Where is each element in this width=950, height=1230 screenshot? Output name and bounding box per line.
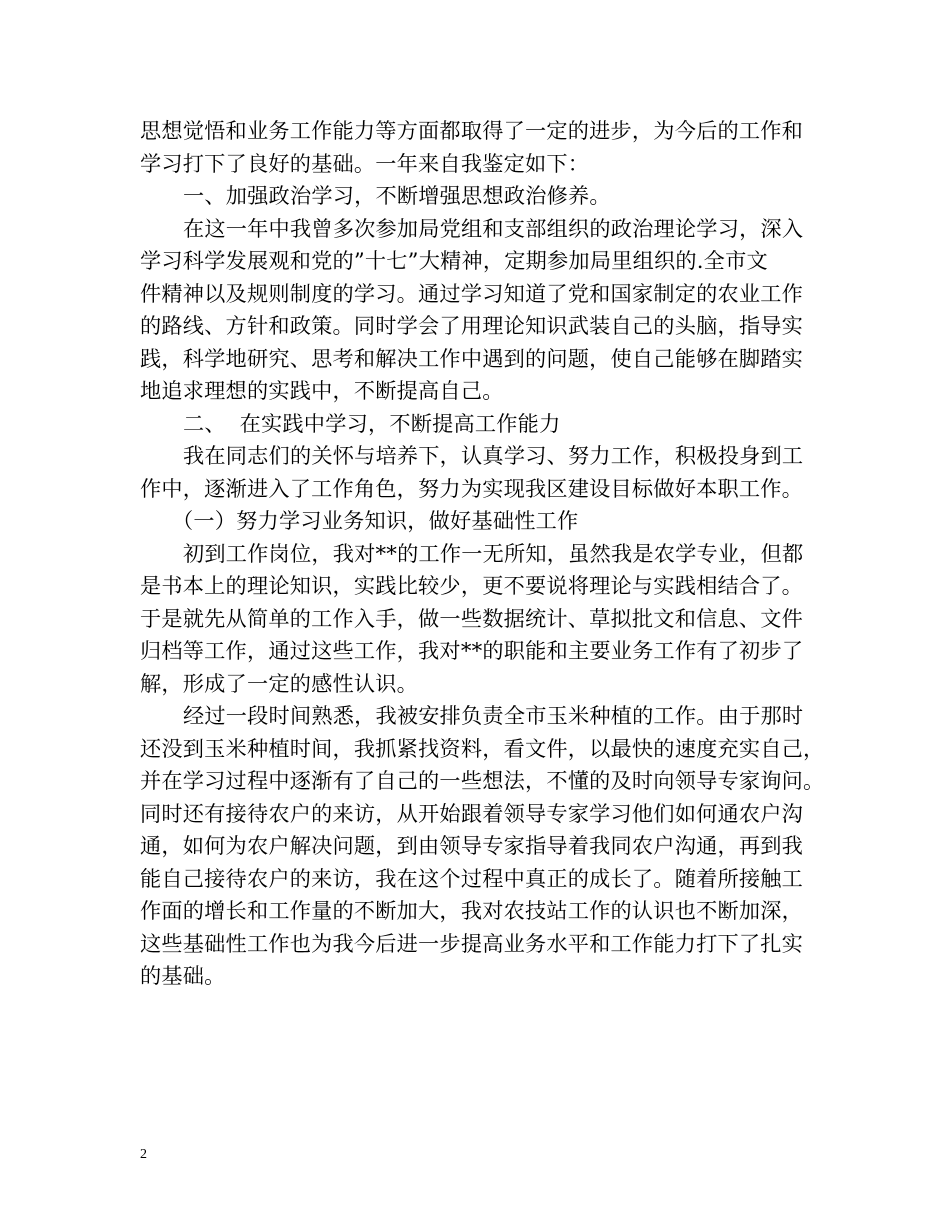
text-line: 我在同志们的关怀与培养下，认真学习、努力工作，积极投身到工: [183, 443, 804, 468]
text-line: 件精神以及规则制度的学习。通过学习知道了党和国家制定的农业工作: [140, 280, 804, 306]
text-line: 在这一年中我曾多次参加局党组和支部组织的政治理论学习，深入: [183, 215, 804, 241]
text-line: 能自己接待农户的来访，我在这个过程中真正的成长了。随着所接触工: [140, 865, 804, 891]
text-line: 初到工作岗位，我对**的工作一无所知，虽然我是农学专业，但都: [183, 540, 804, 566]
text-line: 于是就先从简单的工作入手，做一些数据统计、草拟批文和信息、文件: [140, 605, 804, 631]
text-line: 作面的增长和工作量的不断加大，我对农技站工作的认识也不断加深，: [140, 898, 804, 923]
text-line: 的路线、方针和政策。同时学会了用理论知识武装自己的头脑，指导实: [140, 313, 804, 338]
text-line: 的基础。: [140, 963, 226, 988]
text-line: 践，科学地研究、思考和解决工作中遇到的问题，使自己能够在脚踏实: [140, 345, 804, 371]
document-body: [140, 115, 825, 993]
text-line: 这些基础性工作也为我今后进一步提高业务水平和工作能力打下了扎实: [140, 930, 804, 956]
section-heading: 二、 在实践中学习，不断提高工作能力: [183, 410, 561, 436]
text-line: 地追求理想的实践中，不断提高自己。: [140, 378, 504, 403]
text-line: 是书本上的理论知识，实践比较少，更不要说将理论与实践相结合了。: [140, 573, 804, 598]
text-line: 通，如何为农户解决问题，到由领导专家指导着我同农户沟通，再到我: [140, 833, 804, 858]
text-line: 学习打下了良好的基础。一年来自我鉴定如下：: [140, 150, 590, 176]
text-line: 经过一段时间熟悉，我被安排负责全市玉米种植的工作。由于那时: [183, 703, 804, 728]
subsection-heading: （一）努力学习业务知识，做好基础性工作: [172, 508, 579, 533]
text-line: 思想觉悟和业务工作能力等方面都取得了一定的进步，为今后的工作和: [140, 118, 804, 143]
text-line: 作中，逐渐进入了工作角色，努力为实现我区建设目标做好本职工作。: [140, 475, 804, 501]
text-line: 学习科学发展观和党的”十七”大精神，定期参加局里组织的.全市文: [140, 248, 768, 273]
text-line: 解，形成了一定的感性认识。: [140, 670, 419, 696]
text-line: 并在学习过程中逐渐有了自己的一些想法，不懂的及时向领导专家询问。: [140, 768, 825, 793]
text-line: 同时还有接待农户的来访，从开始跟着领导专家学习他们如何通农户沟: [140, 800, 804, 826]
page-number: 2: [140, 1147, 147, 1162]
text-line: 还没到玉米种植时间，我抓紧找资料，看文件，以最快的速度充实自己，: [140, 735, 825, 761]
section-heading: 一、加强政治学习，不断增强思想政治修养。: [183, 183, 611, 208]
text-line: 归档等工作，通过这些工作，我对**的职能和主要业务工作有了初步了: [140, 638, 804, 663]
